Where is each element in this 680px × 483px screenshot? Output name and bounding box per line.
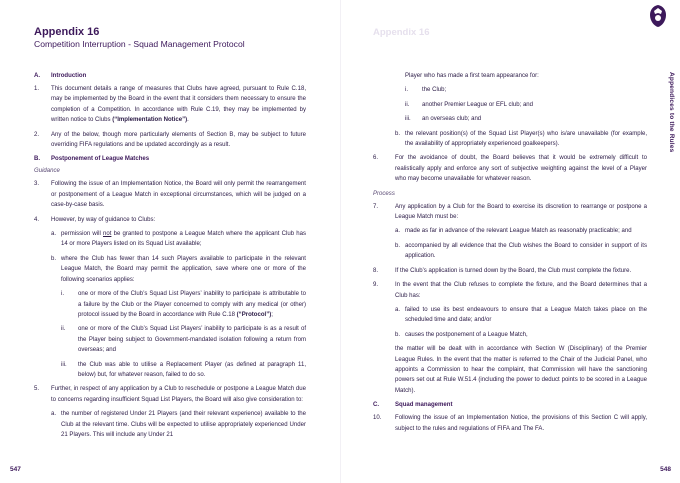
section-c-heading: C. Squad management [373,402,453,409]
paragraph-9-continuation: the matter will be dealt with in accordance with Section W (Disciplinary) of the Premier League Rules. In the event that the matter is referred to the Chair of the Judicial Panel, who appoints a Commission to hear the complaint, that Commission will have the sanctioning powers set out at Rule W.51.4 (including the power to deduct points to be scored in a League Match). [395,346,647,394]
paragraph-4b-iii: iii. the Club was able to utilise a Replacement Player (as defined at paragraph 11, below) but, for whatever reason, failed to do so. [61,361,306,378]
paragraph-7: 7. Any application by a Club for the Board to exercise its discretion to rearrange or postpone a League Match must be: [373,203,647,221]
paragraph-9a: a. failed to use its best endeavours to ensure that a League Match takes place on the scheduled time and date; and/or [395,306,647,324]
right-item-i: i. the Club; [405,87,447,94]
paragraph-4: 4. However, by way of guidance to Clubs: [34,216,156,223]
paragraph-7b: b. accompanied by all evidence that the Club wishes the Board to consider in support of its application. [395,242,647,260]
paragraph-10: 10. Following the issue of an Implementation Notice, the provisions of this Section C will apply, subject to the rules and regulations of FIFA and The FA. [373,415,647,432]
continuation-text: Player who has made a first team appearance for: [405,73,539,79]
right-column [373,71,647,434]
right-page [340,0,680,483]
paragraph-4b-ii: ii. one or more of the Club’s Squad List Players’ inability to participate is as a result of the Player being subject to Government-mandated isolation following a return from overseas; and [61,326,306,354]
process-subheading: Process [373,190,395,197]
page-number-left: 547 [10,466,21,473]
paragraph-4a: a. permission will not be granted to postpone a League Match where the applicant Club has 14 or more Players listed on its Squad List available; [51,231,306,248]
paragraph-9b: b. causes the postponement of a League Match, [395,331,528,338]
paragraph-1: 1. This document details a range of measures that Clubs have agreed, pursuant to Rule C.18, may be implemented by the Board in the event that it considers them necessary to ensure the completion of a Competition. In accordance with Rule C.19, they may be implemented by written notice to Clubs (“Implementation Notice”). [34,86,306,124]
left-column [34,71,306,440]
paragraph-6: 6. For the avoidance of doubt, the Board believes that it would be extremely difficult to realistically apply and enforce any sort of subjective weighting against the level of a Player who may become unavailable for whatever reason. [373,155,647,183]
premier-league-lion-icon [647,4,669,28]
paragraph-8: 8. If the Club’s application is turned down by the Board, the Club must complete the fixture. [373,267,632,274]
paragraph-2: 2. Any of the below, though more particularly elements of Section B, may be subject to future overriding FIFA regulations and be updated accordingly as a result. [34,131,306,149]
paragraph-9: 9. In the event that the Club refuses to complete the fixture, and the Board determines that a Club has: [373,282,647,299]
right-item-iii: iii. an overseas club; and [405,116,482,123]
right-item-b: b. the relevant position(s) of the Squad List Player(s) who is/are unavailable (for example, the availability of appropriately experienced goalkeepers). [395,130,647,148]
paragraph-7a: a. made as far in advance of the relevant League Match as reasonably practicable; and [395,228,632,235]
page-number-right: 548 [660,466,671,473]
appendix-subtitle: Competition Interruption - Squad Management Protocol [34,39,245,49]
paragraph-5a: a. the number of registered Under 21 Players (and their relevant experience) available to the Club at the relevant time. Clubs will be expected to utilise appropriately experienced Under 21 Players. This will include any Under 21 [51,411,306,438]
paragraph-4b: b. where the Club has fewer than 14 such Players available to participate in the relevant League Match, the Board may permit the application, save where one or more of the following scenarios applies: [51,255,306,283]
guidance-subheading: Guidance [34,168,60,175]
paragraph-5: 5. Further, in respect of any application by a Club to reschedule or postpone a League Match due to concerns regarding insufficient Squad List Players, the Board will also give consideration to: [34,386,306,403]
appendix-title: Appendix 16 [34,26,100,38]
section-a-heading: A. Introduction [34,73,87,79]
paragraph-3: 3. Following the issue of an Implementation Notice, the Board will only permit the rearrangement or postponement of a League Match in exceptional circumstances, which will be judged on a case-by-case basis. [34,181,306,209]
right-item-ii: ii. another Premier League or EFL club; and [405,101,534,108]
paragraph-4b-i: i. one or more of the Club’s Squad List Players’ inability to participate is attributable to a failure by the Club or the Player concerned to comply with any medical (or other) protocol issued by the Board in accordance with Rule C.18 (“Protocol”); [61,291,306,318]
appendix-title-faded: Appendix 16 [373,27,430,38]
side-tab-label: Appendices to the Rules [668,72,675,153]
section-b-heading: B. Postponement of League Matches [34,156,150,163]
